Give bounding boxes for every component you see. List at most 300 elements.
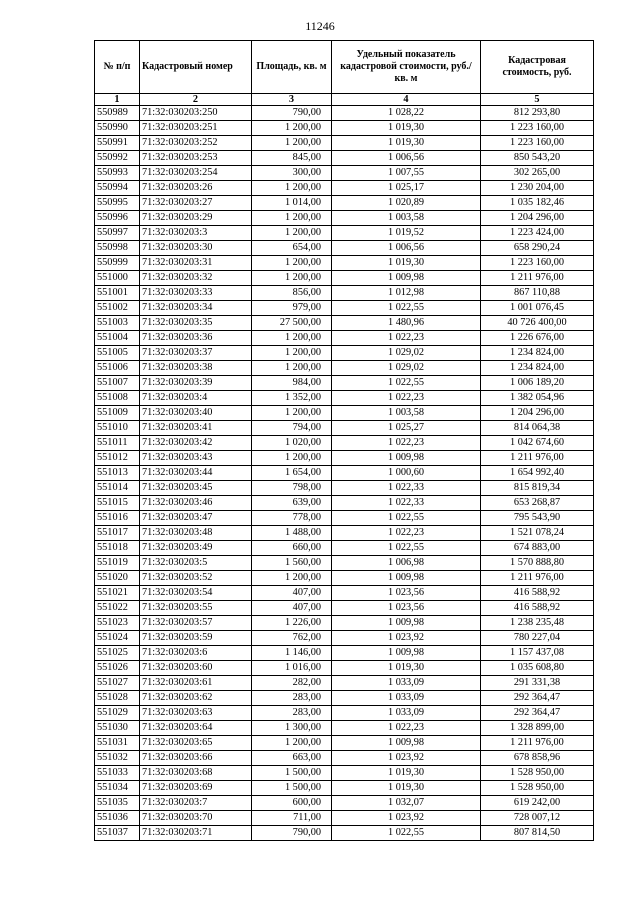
row-number: 551005 <box>95 346 140 361</box>
cadastral-number: 71:32:030203:49 <box>140 541 252 556</box>
cadastral-cost: 1 211 976,00 <box>481 451 594 466</box>
area: 1 654,00 <box>252 466 332 481</box>
cadastral-cost: 302 265,00 <box>481 166 594 181</box>
area: 794,00 <box>252 421 332 436</box>
cadastral-cost: 291 331,38 <box>481 676 594 691</box>
specific-value: 1 019,30 <box>332 781 481 796</box>
table-row <box>95 451 594 466</box>
row-number: 551028 <box>95 691 140 706</box>
cadastral-number: 71:32:030203:66 <box>140 751 252 766</box>
cadastral-number: 71:32:030203:68 <box>140 766 252 781</box>
row-number: 551025 <box>95 646 140 661</box>
cadastral-table <box>94 40 594 841</box>
table-row <box>95 466 594 481</box>
row-number: 551008 <box>95 391 140 406</box>
cadastral-cost: 1 204 296,00 <box>481 406 594 421</box>
table-row <box>95 181 594 196</box>
cadastral-number: 71:32:030203:6 <box>140 646 252 661</box>
row-number: 551000 <box>95 271 140 286</box>
cadastral-number: 71:32:030203:5 <box>140 556 252 571</box>
specific-value: 1 019,30 <box>332 766 481 781</box>
table-row <box>95 226 594 241</box>
specific-value: 1 023,92 <box>332 631 481 646</box>
cadastral-cost: 728 007,12 <box>481 811 594 826</box>
column-number: 4 <box>332 94 481 106</box>
cadastral-number: 71:32:030203:37 <box>140 346 252 361</box>
specific-value: 1 022,23 <box>332 436 481 451</box>
table-row <box>95 601 594 616</box>
specific-value: 1 029,02 <box>332 346 481 361</box>
cadastral-number: 71:32:030203:62 <box>140 691 252 706</box>
table-row <box>95 796 594 811</box>
cadastral-cost: 292 364,47 <box>481 691 594 706</box>
specific-value: 1 022,23 <box>332 391 481 406</box>
specific-value: 1 006,56 <box>332 241 481 256</box>
table-row <box>95 436 594 451</box>
row-number: 550999 <box>95 256 140 271</box>
row-number: 551037 <box>95 826 140 841</box>
cadastral-number: 71:32:030203:71 <box>140 826 252 841</box>
cadastral-cost: 1 521 078,24 <box>481 526 594 541</box>
specific-value: 1 007,55 <box>332 166 481 181</box>
cadastral-cost: 1 211 976,00 <box>481 571 594 586</box>
area: 1 200,00 <box>252 136 332 151</box>
row-number: 551036 <box>95 811 140 826</box>
specific-value: 1 022,55 <box>332 511 481 526</box>
specific-value: 1 022,23 <box>332 721 481 736</box>
cadastral-number: 71:32:030203:30 <box>140 241 252 256</box>
table-body <box>95 106 594 841</box>
cadastral-cost: 292 364,47 <box>481 706 594 721</box>
specific-value: 1 019,30 <box>332 256 481 271</box>
table-row <box>95 406 594 421</box>
table-row <box>95 631 594 646</box>
specific-value: 1 006,56 <box>332 151 481 166</box>
table-row <box>95 586 594 601</box>
table-row <box>95 511 594 526</box>
area: 790,00 <box>252 106 332 121</box>
cadastral-cost: 1 528 950,00 <box>481 781 594 796</box>
cadastral-number: 71:32:030203:27 <box>140 196 252 211</box>
cadastral-number: 71:32:030203:32 <box>140 271 252 286</box>
cadastral-number: 71:32:030203:44 <box>140 466 252 481</box>
cadastral-cost: 1 226 676,00 <box>481 331 594 346</box>
area: 1 500,00 <box>252 766 332 781</box>
specific-value: 1 029,02 <box>332 361 481 376</box>
specific-value: 1 019,30 <box>332 121 481 136</box>
area: 1 200,00 <box>252 271 332 286</box>
row-number: 551032 <box>95 751 140 766</box>
row-number: 550993 <box>95 166 140 181</box>
cadastral-cost: 815 819,34 <box>481 481 594 496</box>
area: 407,00 <box>252 601 332 616</box>
cadastral-number: 71:32:030203:61 <box>140 676 252 691</box>
cadastral-cost: 653 268,87 <box>481 496 594 511</box>
cadastral-cost: 850 543,20 <box>481 151 594 166</box>
table-row <box>95 211 594 226</box>
row-number: 551034 <box>95 781 140 796</box>
table-row <box>95 766 594 781</box>
cadastral-number: 71:32:030203:36 <box>140 331 252 346</box>
header-row-number: № п/п <box>95 41 140 94</box>
cadastral-cost: 1 006 189,20 <box>481 376 594 391</box>
table-row <box>95 286 594 301</box>
table-row <box>95 106 594 121</box>
cadastral-cost: 1 157 437,08 <box>481 646 594 661</box>
cadastral-number: 71:32:030203:64 <box>140 721 252 736</box>
row-number: 551015 <box>95 496 140 511</box>
table-row <box>95 676 594 691</box>
page-number: 11246 <box>305 19 335 33</box>
cadastral-cost: 1 570 888,80 <box>481 556 594 571</box>
table-row <box>95 811 594 826</box>
table-row <box>95 661 594 676</box>
area: 600,00 <box>252 796 332 811</box>
cadastral-number: 71:32:030203:55 <box>140 601 252 616</box>
area: 711,00 <box>252 811 332 826</box>
specific-value: 1 022,23 <box>332 526 481 541</box>
table-row <box>95 346 594 361</box>
cadastral-cost: 1 042 674,60 <box>481 436 594 451</box>
specific-value: 1 003,58 <box>332 211 481 226</box>
cadastral-number: 71:32:030203:26 <box>140 181 252 196</box>
specific-value: 1 009,98 <box>332 571 481 586</box>
area: 1 200,00 <box>252 361 332 376</box>
table-row <box>95 646 594 661</box>
table-row <box>95 556 594 571</box>
area: 283,00 <box>252 706 332 721</box>
specific-value: 1 022,33 <box>332 496 481 511</box>
table-row <box>95 736 594 751</box>
cadastral-number: 71:32:030203:45 <box>140 481 252 496</box>
table-row <box>95 526 594 541</box>
header-cadastral-cost: Кадастровая стоимость, руб. <box>481 41 594 94</box>
row-number: 551013 <box>95 466 140 481</box>
column-number: 1 <box>95 94 140 106</box>
row-number: 551012 <box>95 451 140 466</box>
area: 660,00 <box>252 541 332 556</box>
cadastral-cost: 1 223 160,00 <box>481 136 594 151</box>
cadastral-cost: 40 726 400,00 <box>481 316 594 331</box>
row-number: 550996 <box>95 211 140 226</box>
table-row <box>95 721 594 736</box>
specific-value: 1 033,09 <box>332 676 481 691</box>
row-number: 551022 <box>95 601 140 616</box>
cadastral-number: 71:32:030203:7 <box>140 796 252 811</box>
cadastral-cost: 1 223 160,00 <box>481 256 594 271</box>
table-row <box>95 376 594 391</box>
cadastral-number: 71:32:030203:52 <box>140 571 252 586</box>
table-row <box>95 391 594 406</box>
cadastral-number: 71:32:030203:48 <box>140 526 252 541</box>
cadastral-number: 71:32:030203:34 <box>140 301 252 316</box>
table-row <box>95 571 594 586</box>
table-row <box>95 151 594 166</box>
cadastral-number: 71:32:030203:70 <box>140 811 252 826</box>
row-number: 551021 <box>95 586 140 601</box>
table-row <box>95 256 594 271</box>
row-number: 551031 <box>95 736 140 751</box>
row-number: 550991 <box>95 136 140 151</box>
row-number: 551006 <box>95 361 140 376</box>
row-number: 551011 <box>95 436 140 451</box>
area: 1 014,00 <box>252 196 332 211</box>
row-number: 550998 <box>95 241 140 256</box>
row-number: 551016 <box>95 511 140 526</box>
cadastral-cost: 1 204 296,00 <box>481 211 594 226</box>
cadastral-number: 71:32:030203:35 <box>140 316 252 331</box>
specific-value: 1 022,55 <box>332 301 481 316</box>
area: 27 500,00 <box>252 316 332 331</box>
cadastral-number: 71:32:030203:59 <box>140 631 252 646</box>
area: 1 352,00 <box>252 391 332 406</box>
cadastral-cost: 1 223 160,00 <box>481 121 594 136</box>
cadastral-cost: 1 528 950,00 <box>481 766 594 781</box>
area: 654,00 <box>252 241 332 256</box>
specific-value: 1 003,58 <box>332 406 481 421</box>
cadastral-number: 71:32:030203:252 <box>140 136 252 151</box>
area: 1 200,00 <box>252 346 332 361</box>
area: 1 500,00 <box>252 781 332 796</box>
cadastral-number: 71:32:030203:43 <box>140 451 252 466</box>
specific-value: 1 033,09 <box>332 706 481 721</box>
area: 1 200,00 <box>252 451 332 466</box>
area: 1 560,00 <box>252 556 332 571</box>
cadastral-cost: 1 238 235,48 <box>481 616 594 631</box>
area: 1 200,00 <box>252 736 332 751</box>
cadastral-number: 71:32:030203:31 <box>140 256 252 271</box>
row-number: 550989 <box>95 106 140 121</box>
area: 798,00 <box>252 481 332 496</box>
table-row <box>95 121 594 136</box>
cadastral-number: 71:32:030203:253 <box>140 151 252 166</box>
row-number: 550992 <box>95 151 140 166</box>
specific-value: 1 012,98 <box>332 286 481 301</box>
specific-value: 1 019,52 <box>332 226 481 241</box>
specific-value: 1 009,98 <box>332 616 481 631</box>
cadastral-cost: 619 242,00 <box>481 796 594 811</box>
row-number: 550995 <box>95 196 140 211</box>
cadastral-cost: 807 814,50 <box>481 826 594 841</box>
cadastral-cost: 812 293,80 <box>481 106 594 121</box>
area: 1 226,00 <box>252 616 332 631</box>
area: 778,00 <box>252 511 332 526</box>
cadastral-number: 71:32:030203:254 <box>140 166 252 181</box>
specific-value: 1 023,56 <box>332 601 481 616</box>
cadastral-cost: 1 035 182,46 <box>481 196 594 211</box>
area: 1 016,00 <box>252 661 332 676</box>
cadastral-cost: 1 234 824,00 <box>481 361 594 376</box>
area: 1 200,00 <box>252 211 332 226</box>
header-area: Площадь, кв. м <box>252 41 332 94</box>
table-row <box>95 706 594 721</box>
specific-value: 1 009,98 <box>332 646 481 661</box>
area: 1 200,00 <box>252 331 332 346</box>
table-row <box>95 301 594 316</box>
row-number: 551004 <box>95 331 140 346</box>
table-row <box>95 166 594 181</box>
area: 1 146,00 <box>252 646 332 661</box>
table-row <box>95 196 594 211</box>
row-number: 551007 <box>95 376 140 391</box>
cadastral-cost: 416 588,92 <box>481 601 594 616</box>
table-row <box>95 361 594 376</box>
area: 282,00 <box>252 676 332 691</box>
row-number: 551027 <box>95 676 140 691</box>
specific-value: 1 023,92 <box>332 811 481 826</box>
specific-value: 1 022,55 <box>332 541 481 556</box>
row-number: 551024 <box>95 631 140 646</box>
table-row <box>95 691 594 706</box>
cadastral-number: 71:32:030203:38 <box>140 361 252 376</box>
cadastral-number: 71:32:030203:65 <box>140 736 252 751</box>
cadastral-cost: 658 290,24 <box>481 241 594 256</box>
row-number: 551023 <box>95 616 140 631</box>
specific-value: 1 022,23 <box>332 331 481 346</box>
cadastral-cost: 1 035 608,80 <box>481 661 594 676</box>
area: 762,00 <box>252 631 332 646</box>
cadastral-cost: 674 883,00 <box>481 541 594 556</box>
cadastral-cost: 1 211 976,00 <box>481 736 594 751</box>
row-number: 551002 <box>95 301 140 316</box>
header-cadastral-number: Кадастровый номер <box>140 41 252 94</box>
area: 845,00 <box>252 151 332 166</box>
row-number: 551026 <box>95 661 140 676</box>
specific-value: 1 009,98 <box>332 736 481 751</box>
cadastral-cost: 814 064,38 <box>481 421 594 436</box>
row-number: 551003 <box>95 316 140 331</box>
area: 1 200,00 <box>252 571 332 586</box>
specific-value: 1 033,09 <box>332 691 481 706</box>
row-number: 550990 <box>95 121 140 136</box>
cadastral-number: 71:32:030203:39 <box>140 376 252 391</box>
specific-value: 1 000,60 <box>332 466 481 481</box>
cadastral-number: 71:32:030203:63 <box>140 706 252 721</box>
row-number: 551035 <box>95 796 140 811</box>
area: 1 200,00 <box>252 406 332 421</box>
cadastral-number: 71:32:030203:42 <box>140 436 252 451</box>
table-row <box>95 541 594 556</box>
column-number-row <box>95 94 594 106</box>
specific-value: 1 480,96 <box>332 316 481 331</box>
row-number: 551017 <box>95 526 140 541</box>
specific-value: 1 019,30 <box>332 136 481 151</box>
table-row <box>95 826 594 841</box>
cadastral-cost: 867 110,88 <box>481 286 594 301</box>
area: 979,00 <box>252 301 332 316</box>
cadastral-cost: 1 211 976,00 <box>481 271 594 286</box>
specific-value: 1 025,27 <box>332 421 481 436</box>
table-row <box>95 616 594 631</box>
table-row <box>95 271 594 286</box>
cadastral-number: 71:32:030203:57 <box>140 616 252 631</box>
table-row <box>95 136 594 151</box>
cadastral-number: 71:32:030203:41 <box>140 421 252 436</box>
row-number: 551001 <box>95 286 140 301</box>
row-number: 551014 <box>95 481 140 496</box>
cadastral-cost: 1 328 899,00 <box>481 721 594 736</box>
row-number: 550994 <box>95 181 140 196</box>
table-row <box>95 496 594 511</box>
specific-value: 1 022,55 <box>332 376 481 391</box>
cadastral-number: 71:32:030203:4 <box>140 391 252 406</box>
area: 856,00 <box>252 286 332 301</box>
header-specific-value: Удельный показатель кадастровой стоимости, руб./кв. м <box>332 41 481 94</box>
specific-value: 1 020,89 <box>332 196 481 211</box>
area: 1 200,00 <box>252 181 332 196</box>
cadastral-number: 71:32:030203:47 <box>140 511 252 526</box>
cadastral-number: 71:32:030203:33 <box>140 286 252 301</box>
area: 663,00 <box>252 751 332 766</box>
area: 639,00 <box>252 496 332 511</box>
column-number: 2 <box>140 94 252 106</box>
area: 407,00 <box>252 586 332 601</box>
row-number: 551020 <box>95 571 140 586</box>
area: 1 300,00 <box>252 721 332 736</box>
specific-value: 1 023,56 <box>332 586 481 601</box>
area: 790,00 <box>252 826 332 841</box>
specific-value: 1 009,98 <box>332 451 481 466</box>
specific-value: 1 028,22 <box>332 106 481 121</box>
row-number: 551009 <box>95 406 140 421</box>
cadastral-cost: 1 230 204,00 <box>481 181 594 196</box>
cadastral-number: 71:32:030203:250 <box>140 106 252 121</box>
column-number: 3 <box>252 94 332 106</box>
cadastral-cost: 1 234 824,00 <box>481 346 594 361</box>
specific-value: 1 009,98 <box>332 271 481 286</box>
cadastral-cost: 1 001 076,45 <box>481 301 594 316</box>
specific-value: 1 023,92 <box>332 751 481 766</box>
cadastral-number: 71:32:030203:3 <box>140 226 252 241</box>
row-number: 551033 <box>95 766 140 781</box>
cadastral-number: 71:32:030203:40 <box>140 406 252 421</box>
cadastral-number: 71:32:030203:54 <box>140 586 252 601</box>
table-row <box>95 241 594 256</box>
area: 300,00 <box>252 166 332 181</box>
cadastral-cost: 795 543,90 <box>481 511 594 526</box>
specific-value: 1 022,55 <box>332 826 481 841</box>
cadastral-cost: 1 223 424,00 <box>481 226 594 241</box>
cadastral-number: 71:32:030203:29 <box>140 211 252 226</box>
specific-value: 1 022,33 <box>332 481 481 496</box>
specific-value: 1 032,07 <box>332 796 481 811</box>
area: 1 200,00 <box>252 121 332 136</box>
table-row <box>95 751 594 766</box>
area: 1 200,00 <box>252 226 332 241</box>
area: 984,00 <box>252 376 332 391</box>
cadastral-cost: 1 654 992,40 <box>481 466 594 481</box>
header-row <box>95 41 594 94</box>
specific-value: 1 019,30 <box>332 661 481 676</box>
row-number: 551018 <box>95 541 140 556</box>
row-number: 550997 <box>95 226 140 241</box>
row-number: 551019 <box>95 556 140 571</box>
cadastral-number: 71:32:030203:69 <box>140 781 252 796</box>
row-number: 551010 <box>95 421 140 436</box>
area: 1 488,00 <box>252 526 332 541</box>
table-row <box>95 481 594 496</box>
cadastral-cost: 780 227,04 <box>481 631 594 646</box>
cadastral-number: 71:32:030203:46 <box>140 496 252 511</box>
area: 283,00 <box>252 691 332 706</box>
specific-value: 1 025,17 <box>332 181 481 196</box>
table-row <box>95 331 594 346</box>
cadastral-cost: 678 858,96 <box>481 751 594 766</box>
cadastral-number: 71:32:030203:251 <box>140 121 252 136</box>
cadastral-cost: 416 588,92 <box>481 586 594 601</box>
area: 1 020,00 <box>252 436 332 451</box>
column-number: 5 <box>481 94 594 106</box>
